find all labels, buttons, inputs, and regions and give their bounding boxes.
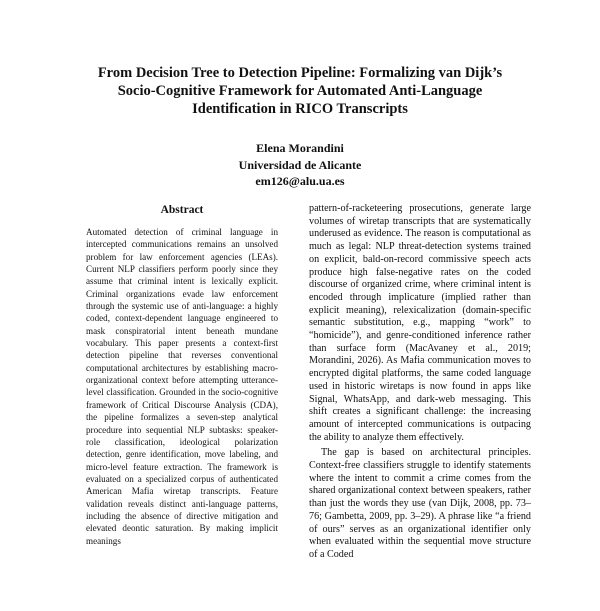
title-line: Socio-Cognitive Framework for Automated Anti-Language bbox=[117, 83, 483, 99]
body-text-clip bbox=[309, 203, 531, 600]
abstract-text: Automated detection of criminal language in intercepted communications remains an unsolved problem for law enforcement agencies (LEAs). Current NLP classifiers perform poorly since they assume that criminal intent is lexically explicit. Criminal organizations evade law enforcement through the systemic use of anti-language: a highly coded, context-dependent language engineered to mask conspiratorial intent beneath mundane vocabulary. This paper presents a context-first detection pipeline that reverses conventional computational architectures by establishing macro-organizational context before attempting utterance-level classification. Grounded in the socio-cognitive framework of Critical Discourse Analysis (CDA), the pipeline formalizes a seven-step analytical procedure into sequential NLP subtasks: speaker-role classification, ideological polarization detection, genre identification, move labeling, and micro-level feature extraction. The framework is evaluated on a specialized corpus of authenticated American Mafia wiretap transcripts. Feature validation reveals distinct anti-language patterns, including the absence of directive mitigation and elevated deontic saturation. By making implicit meanings bbox=[86, 227, 278, 546]
author-email: em126@alu.ua.es bbox=[255, 174, 345, 188]
left-column bbox=[86, 203, 278, 611]
title-line: Identification in RICO Transcripts bbox=[192, 101, 408, 117]
paper-title bbox=[60, 64, 540, 118]
abstract-heading: Abstract bbox=[160, 204, 204, 216]
author-name: Elena Morandini bbox=[256, 141, 344, 155]
body-paragraph: pattern-of-racketeering prosecutions, generate large volumes of wiretap transcripts that are systematically underused as evidence. The reason is computational as much as legal: NLP threat-detection systems trained on explicit, bald-on-record commissive speech acts produce high false-negative rates on the coded discourse of organized crime, where criminal intent is encoded through implicature (implied rather than explicit meaning), relexicalization (domain-specific semantic substitution, e.g., mapping “work” to “homicide”), and genre-conditioned inference rather than surface form (MacAvaney et al., 2019; Morandini, 2026). As Mafia communication moves to encrypted digital platforms, the same coded language used in historic wiretaps is now found in apps like Signal, WhatsApp, and dark-web messaging. This shift creates a significant challenge: the increasing amount of intercepted communications is outpacing the ability to analyze them effectively. bbox=[309, 203, 531, 443]
body-paragraph: The gap is based on architectural principles. Context-free classifiers struggle to identify statements where the intent to commit a crime comes from the shared organizational context between speakers, rather than just the words they use (van Dijk, 2008, pp. 73–76; Gambetta, 2009, pp. 3–29). A phrase like “a friend of ours” serves as an organizational identifier only when evaluated within the sequential move structure of a Coded bbox=[309, 447, 531, 560]
title-line: From Decision Tree to Detection Pipeline: Formalizing van Dijk’s bbox=[97, 65, 503, 81]
author-block bbox=[100, 140, 500, 190]
right-column bbox=[309, 203, 531, 600]
author-affiliation: Universidad de Alicante bbox=[238, 157, 362, 172]
